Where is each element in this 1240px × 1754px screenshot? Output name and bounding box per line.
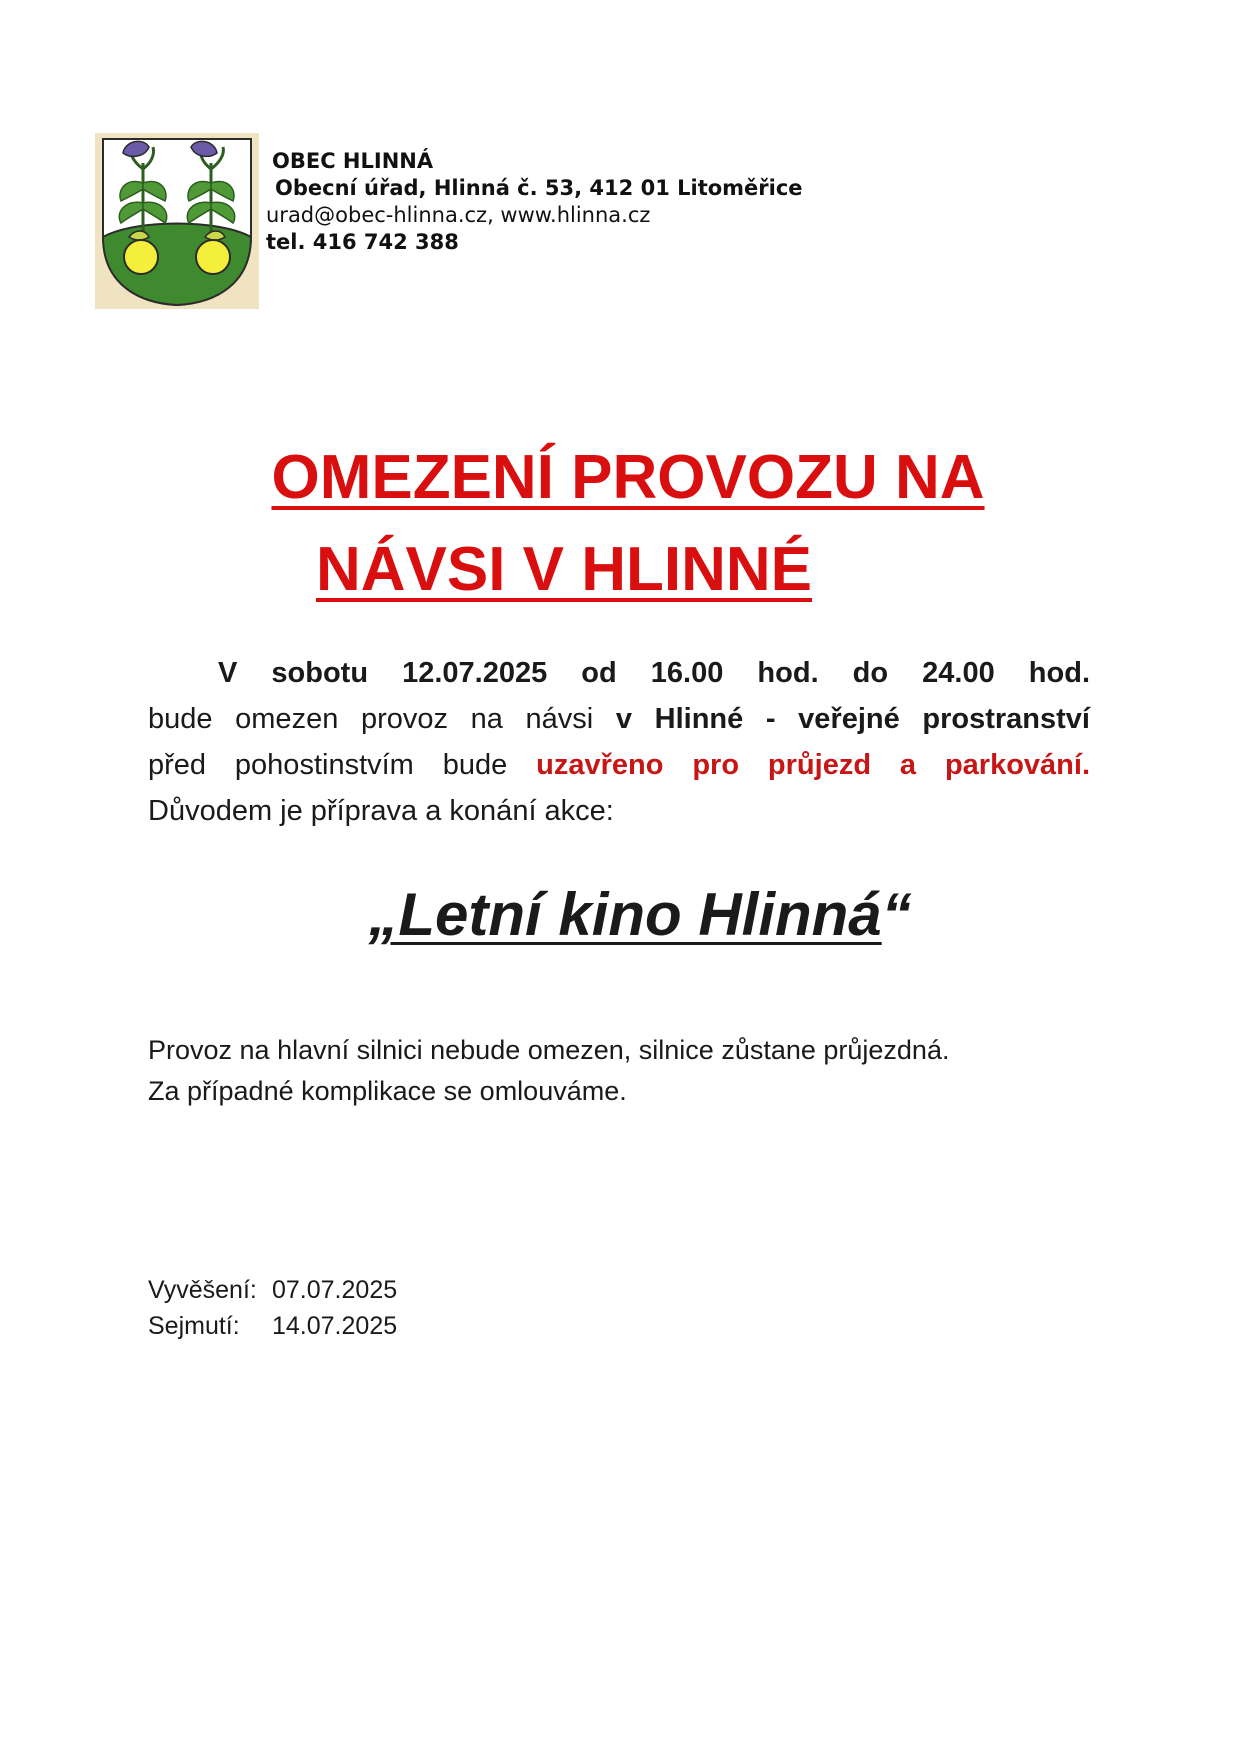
body-line-4: Důvodem je příprava a konání akce: xyxy=(148,795,614,827)
body-line-2 xyxy=(148,696,1090,742)
body-date-time-line: V sobotu 12.07.2025 od 16.00 hod. do 24.00 hod. xyxy=(218,657,1090,689)
title-line-2-text: NÁVSI V HLINNÉ xyxy=(315,535,813,604)
removed-label: Sejmutí: xyxy=(148,1312,240,1340)
closure-highlight: uzavřeno pro průjezd a parkování. xyxy=(536,749,1091,781)
body-line-3 xyxy=(148,742,1090,788)
notice-title-line-2 xyxy=(0,528,1184,612)
office-address: Obecní úřad, Hlinná č. 53, 412 01 Litoměřice xyxy=(275,176,803,200)
traffic-note xyxy=(148,1030,949,1112)
notice-body xyxy=(148,650,1090,834)
phone-number: tel. 416 742 388 xyxy=(266,230,459,254)
contact-email-web: urad@obec-hlinna.cz, www.hlinna.cz xyxy=(266,203,651,227)
posted-date-row xyxy=(148,1272,397,1308)
removed-value: 14.07.2025 xyxy=(272,1312,398,1340)
municipal-coat-of-arms xyxy=(95,133,259,309)
title-line-1-text: OMEZENÍ PROVOZU NA xyxy=(271,443,985,512)
event-name xyxy=(20,880,1240,949)
note-line-1: Provoz na hlavní silnici nebude omezen, silnice zůstane průjezdná. xyxy=(148,1035,950,1065)
event-name-text: „Letní kino Hlinná xyxy=(368,881,882,948)
body-line-3-normal: před pohostinstvím bude xyxy=(148,749,508,781)
posted-label: Vyvěšení: xyxy=(148,1276,257,1304)
notice-title-line-1 xyxy=(0,436,1240,520)
removed-date-row xyxy=(148,1308,397,1344)
posting-dates xyxy=(148,1272,397,1344)
body-line-2-bold: v Hlinné - veřejné prostranství xyxy=(615,703,1090,735)
municipality-name: OBEC HLINNÁ xyxy=(272,149,434,173)
event-close-quote: “ xyxy=(881,881,912,948)
letterhead xyxy=(266,148,803,256)
posted-value: 07.07.2025 xyxy=(272,1276,398,1304)
note-line-2: Za případné komplikace se omlouváme. xyxy=(148,1076,627,1106)
body-line-2-normal: bude omezen provoz na návsi xyxy=(148,703,594,735)
